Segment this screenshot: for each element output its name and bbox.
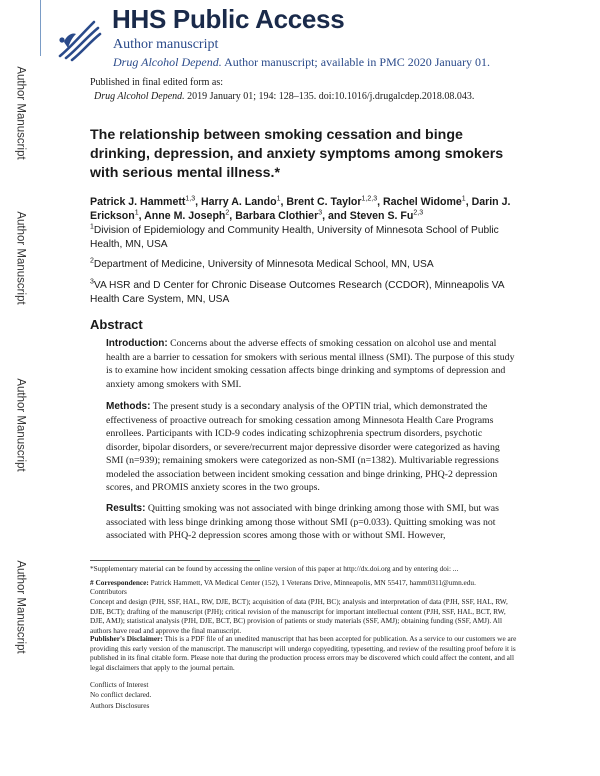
availability-text: Author manuscript; available in PMC 2020 January 01. — [221, 55, 491, 69]
article-title: The relationship between smoking cessation and binge drinking, depression, and anxiety symptoms among smokers with serious mental illness.* — [90, 127, 504, 181]
sidebar-label: Author Manuscript — [15, 560, 28, 654]
author-affiliation-sup: 1,3 — [185, 195, 196, 203]
author-affiliation-sup: 1 — [134, 209, 139, 217]
journal-name: Drug Alcohol Depend. — [113, 55, 222, 69]
author-list: Patrick J. Hammett$^{1,3}$, Harry A. Lando$^1$, Brent C. Taylor$^{1,2,3}$, Rachel Widome$^1$, Darin J. Erickson$^1$, Anne M. Joseph$^2$, Barbara Clothier$^3$, and Steven S. Fu$^{2,3}$ — [90, 195, 511, 222]
publisher-disclaimer: Publisher's Disclaimer: This is a PDF file of an unedited manuscript that has been accepted for publication. As a service to our customers we are providing this early version of the manuscript. The manuscript will undergo copyediting, typesetting, and review of the resulting proof before it is published in its final citable form. Please note that during the production process errors may be discovered which could affect the content, and all legal disclaimers that apply to the journal pertain. — [90, 634, 517, 672]
abstract-methods: Methods: The present study is a secondary analysis of the OPTIN trial, which demonstrated the effectiveness of proactive outreach for smoking cessation among Minnesota Health Care Programs enrollees. Participants with ICD-9 codes indicating schizophrenia spectrum disorders, psychotic disorder, bipolar disorders, or severe/recurrent major depressive disorder were categorized as having SMI (n=939); remaining smokers were categorized as non-SMI (n=1382). Multivariable regressions modeled the association between incident smoking cessation and binge drinking, PHQ-2 depression scores, and PROMIS anxiety scores in the two groups. — [106, 401, 500, 493]
affiliation-2: $^2$Department of Medicine, University of Minnesota Medical School, MN, USA — [90, 257, 434, 270]
author-name: Harry A. Lando — [201, 196, 277, 208]
author-manuscript-label: Author manuscript — [113, 37, 219, 52]
author-name: Barbara Clothier — [235, 210, 319, 222]
author-name: Patrick J. Hammett — [90, 196, 186, 208]
abstract-introduction: Introduction: Concerns about the adverse effects of smoking cessation on alcohol use and mental health are a barrier to cessation for smokers with serious mental illness (SMI). The purpose of this study is to examine how incident smoking cessation affects binge drinking and symptoms of depression and anxiety among smokers with SMI. — [106, 338, 515, 390]
sidebar-label: Author Manuscript — [15, 378, 28, 472]
author-name: Steven S. Fu — [349, 210, 414, 222]
contributors-footnote: Concept and design (PJH, SSF, HAL, RW, DJE, BCT); acquisition of data (PJH, BC); analysis and interpretation of data (PJH, SSF, HAL, RW, DJE, BCT); drafting of the manuscript (PJH); critical revision of the manuscript for important intellectual content (PJH, SSF, HAL, BCT, RW, DJE, AMJ); statistical analysis (PJH, DJE, BCT, BC) provision of patients or study materials (SSF, AMJ); obtaining funding (SSF, AMJ). All authors have read and approve the final manuscript. — [90, 597, 508, 635]
supplementary-footnote: *Supplementary material can be found by accessing the online version of this paper at http://dx.doi.org and by entering doi: ... — [90, 564, 459, 573]
citation-journal: Drug Alcohol Depend. — [94, 91, 185, 102]
hhs-eagle-logo-icon — [50, 12, 106, 68]
author-affiliation-sup: 2,3 — [413, 209, 424, 217]
affiliation-3: $^3$VA HSR and D Center for Chronic Disease Outcomes Research (CCDOR), Minneapolis VA Health Care System, MN, USA — [90, 278, 505, 305]
citation — [94, 91, 474, 102]
methods-label: Methods: — [106, 401, 151, 412]
availability-line — [113, 55, 490, 70]
sidebar-label: Author Manuscript — [15, 211, 28, 305]
results-label: Results: — [106, 503, 146, 514]
correspondence-footnote: # Correspondence: Patrick Hammett, VA Medical Center (152), 1 Veterans Drive, Minneapolis, MN 55417, hamm0311@umn.edu. — [90, 578, 476, 587]
header-divider — [40, 0, 41, 56]
author-affiliation-sup: 1 — [276, 195, 281, 203]
hhs-public-access-title: HHS Public Access — [112, 4, 345, 34]
author-name: Anne M. Joseph — [144, 210, 226, 222]
conflicts-label: Conflicts of Interest — [90, 680, 149, 689]
abstract-heading: Abstract — [90, 317, 143, 332]
disclosures-label: Authors Disclosures — [90, 701, 150, 710]
citation-details: 2019 January 01; 194: 128–135. doi:10.1016/j.drugalcdep.2018.08.043. — [184, 91, 475, 102]
author-name: Darin J. Erickson — [90, 196, 511, 222]
conflicts-text: No conflict declared. — [90, 690, 152, 699]
footnote-divider — [90, 560, 260, 561]
affiliation-1: $^1$Division of Epidemiology and Community Health, University of Minnesota School of Public Health, MN, USA — [90, 223, 499, 250]
abstract-results: Results: Quitting smoking was not associated with binge drinking among those with SMI, but was associated with less binge drinking among those without SMI (p=0.033). Quitting smoking was not associated with PHQ-2 depression scores among those with or without SMI. However, — [106, 503, 499, 541]
author-name: Brent C. Taylor — [286, 196, 362, 208]
author-affiliation-sup: 1,2,3 — [361, 195, 378, 203]
author-affiliation-sup: 1 — [461, 195, 466, 203]
sidebar-label: Author Manuscript — [15, 66, 28, 160]
published-label: Published in final edited form as: — [90, 77, 224, 88]
introduction-label: Introduction: — [106, 338, 168, 349]
contributors-label: Contributors — [90, 587, 127, 596]
author-affiliation-sup: 3 — [318, 209, 323, 217]
author-name: Rachel Widome — [382, 196, 462, 208]
author-manuscript-sidebar — [0, 0, 42, 776]
author-affiliation-sup: 2 — [225, 209, 230, 217]
